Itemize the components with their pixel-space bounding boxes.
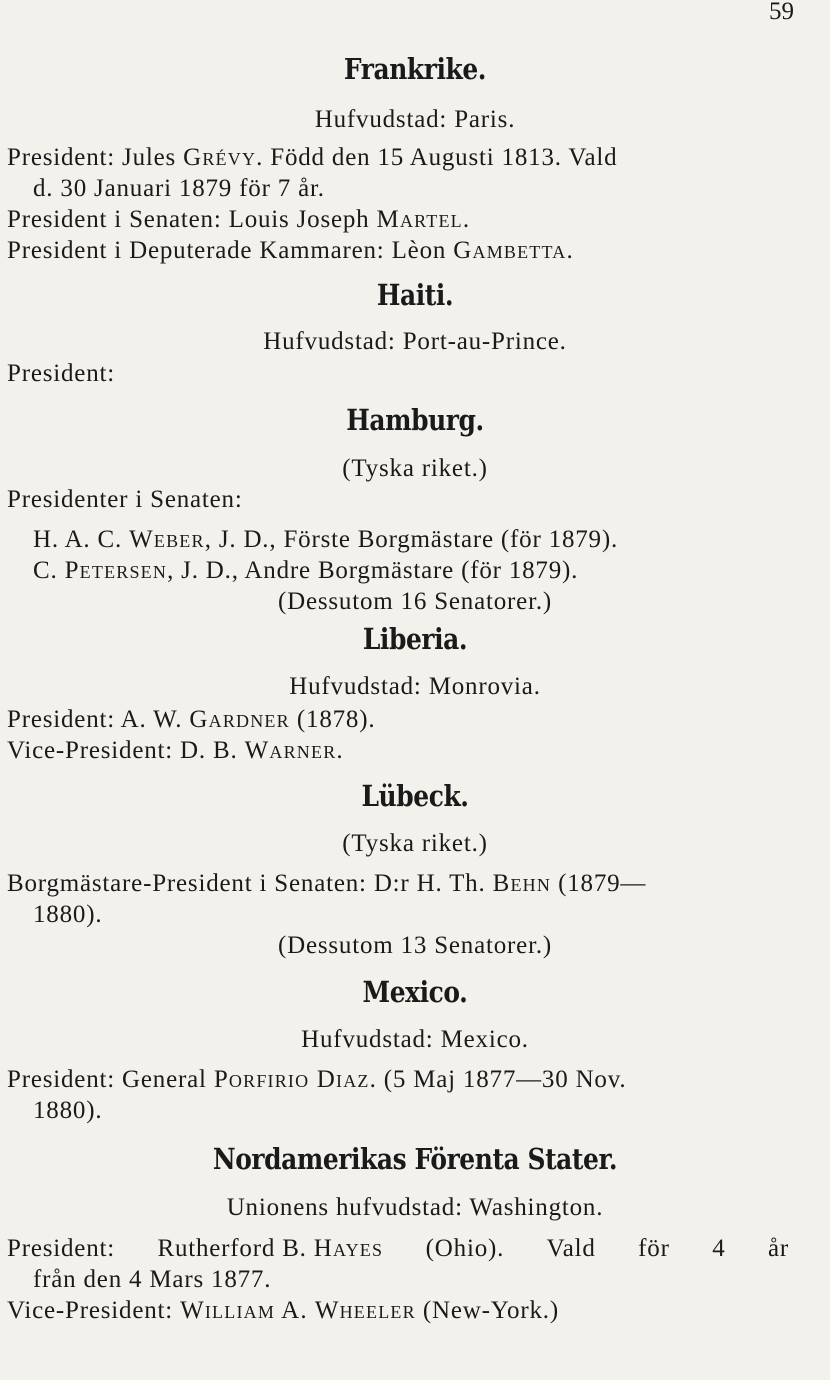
frankrike-president-cont: d. 30 Januari 1879 för 7 år. [33, 175, 325, 202]
liberia-vice-president: Vice-President: D. B. Warner. [7, 737, 344, 764]
hamburg-president-1: H. A. C. Weber, J. D., Förste Borgmästare (för 1879). [33, 526, 619, 553]
lubeck-mayor-cont: 1880). [33, 901, 103, 928]
mexico-president-cont: 1880). [33, 1097, 103, 1124]
frankrike-deputies-president: President i Deputerade Kammaren: Lèon Gambetta. [7, 237, 574, 264]
heading-lubeck: Lübeck. [361, 779, 469, 813]
usa-president: President: Rutherford B. Hayes (Ohio). Vald för 4 år [7, 1235, 789, 1262]
hamburg-president-2: C. Petersen, J. D., Andre Borgmästare (för 1879). [33, 557, 579, 584]
heading-mexico: Mexico. [362, 975, 468, 1009]
frankrike-president: President: Jules Grévy. Född den 15 Augusti 1813. Vald [7, 144, 618, 171]
hamburg-note: (Tyska riket.) [342, 455, 488, 482]
heading-usa: Nordamerikas Förenta Stater. [212, 1142, 618, 1176]
hamburg-extra: (Dessutom 16 Senatorer.) [277, 588, 552, 615]
frankrike-senate-president: President i Senaten: Louis Joseph Martel. [7, 206, 470, 233]
heading-liberia: Liberia. [362, 622, 468, 656]
usa-president-cont: från den 4 Mars 1877. [33, 1266, 272, 1293]
haiti-capital: Hufvudstad: Port-au-Prince. [263, 328, 567, 355]
usa-capital: Unionens hufvudstad: Washington. [226, 1194, 604, 1221]
haiti-president: President: [7, 360, 115, 387]
lubeck-mayor: Borgmästare-President i Senaten: D:r H. Th. Behn (1879— [7, 870, 647, 897]
mexico-president: President: General Porfirio Diaz. (5 Maj 1877—30 Nov. [7, 1066, 627, 1093]
frankrike-capital: Hufvudstad: Paris. [314, 106, 516, 133]
mexico-capital: Hufvudstad: Mexico. [301, 1026, 529, 1053]
usa-vice-president: Vice-President: William A. Wheeler (New-York.) [7, 1297, 559, 1324]
page-number: 59 [769, 0, 794, 25]
heading-haiti: Haiti. [376, 278, 454, 312]
heading-frankrike: Frankrike. [343, 52, 487, 86]
lubeck-extra: (Dessutom 13 Senatorer.) [277, 932, 552, 959]
hamburg-presidents-label: Presidenter i Senaten: [7, 486, 243, 513]
liberia-capital: Hufvudstad: Monrovia. [289, 673, 541, 700]
liberia-president: President: A. W. Gardner (1878). [7, 706, 376, 733]
heading-hamburg: Hamburg. [346, 403, 484, 437]
lubeck-note: (Tyska riket.) [342, 830, 488, 857]
